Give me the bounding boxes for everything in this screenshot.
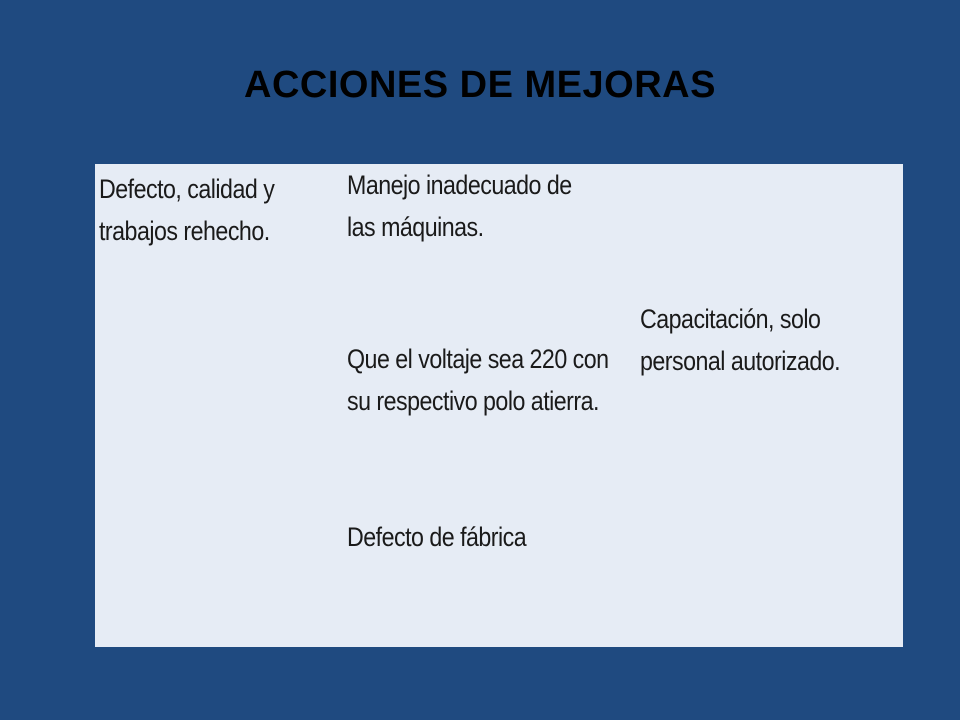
cause-cell-2: Que el voltaje sea 220 con su respectivo polo atierra. [347,344,609,416]
cause-cell-1: Manejo inadecuado de las máquinas. [347,170,572,242]
improvement-actions-table [95,164,903,647]
action-cell: Capacitación, solo personal autorizado. [640,304,841,376]
slide-title: ACCIONES DE MEJORAS [244,64,716,106]
cause-cell-3: Defecto de fábrica [347,522,527,552]
problem-cell: Defecto, calidad y trabajos rehecho. [99,174,275,246]
